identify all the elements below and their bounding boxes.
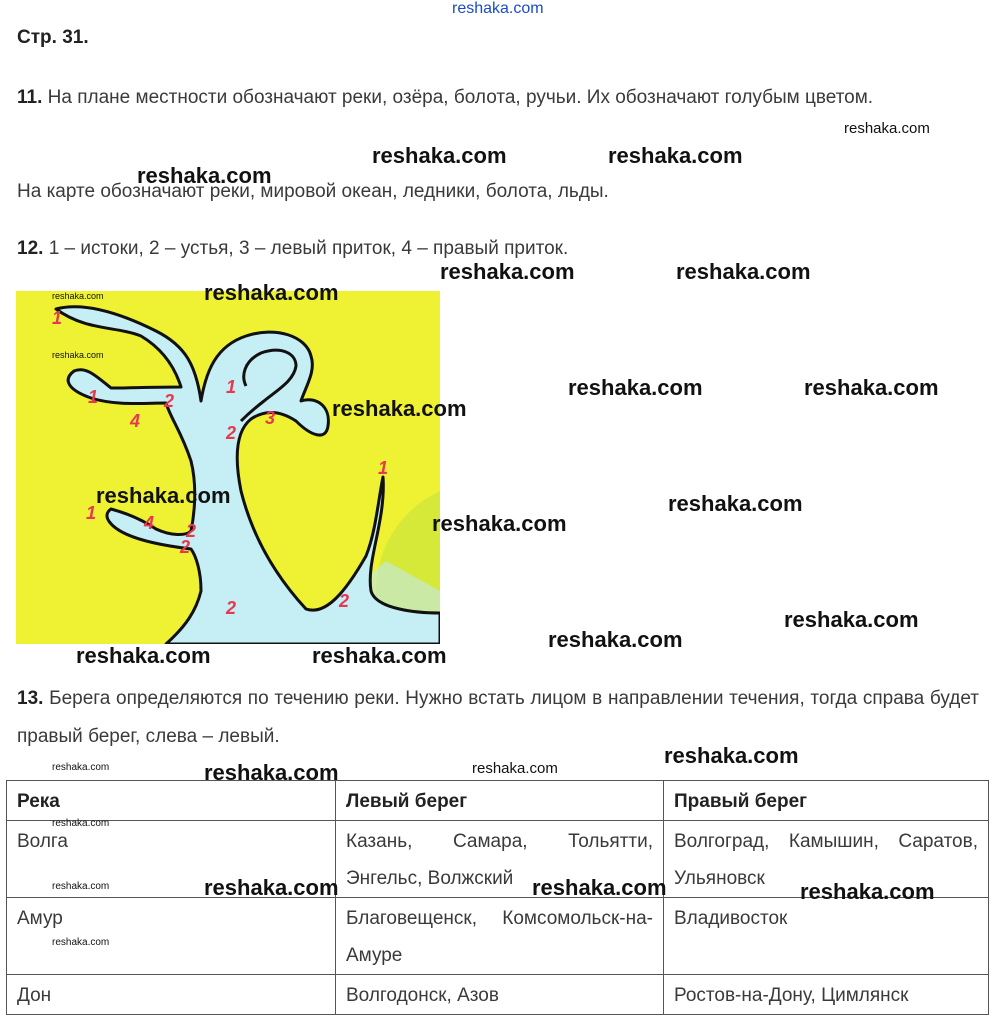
map-label-13: 2 xyxy=(226,598,237,618)
map-label-10: 1 xyxy=(86,503,97,523)
map-label-9: 1 xyxy=(378,458,389,478)
map-label-14: 2 xyxy=(339,591,350,611)
watermark-overlay: reshaka.com xyxy=(440,259,575,284)
table-cell-river: Волга xyxy=(7,821,336,898)
task-11-text: На плане местности обозначают реки, озёра, болота, ручьи. Их обозначают голубым цветом. xyxy=(47,87,874,108)
task-12-number: 12. xyxy=(17,238,44,259)
map-watermark-1: reshaka.com xyxy=(52,291,104,301)
watermark-overlay: reshaka.com xyxy=(432,511,567,536)
task-13-text: Берега определяются по течению реки. Нужно встать лицом в направлении течения, тогда справа будет правый берег, слева – левый. xyxy=(17,688,979,747)
watermark-overlay: reshaka.com xyxy=(800,879,935,904)
watermark-top[interactable]: reshaka.com xyxy=(452,0,544,17)
watermark-overlay: reshaka.com xyxy=(668,491,803,516)
watermark-overlay: reshaka.com xyxy=(137,163,272,188)
task-11-map-paragraph: На карте обозначают реки, мировой океан, ледники, болота, льды. xyxy=(17,181,609,202)
watermark-overlay: reshaka.com xyxy=(332,396,467,421)
watermark-overlay: reshaka.com xyxy=(532,875,667,900)
watermark-overlay: reshaka.com xyxy=(844,120,930,137)
table-cell-river: Амур xyxy=(7,898,336,975)
watermark-overlay: reshaka.com xyxy=(52,937,110,948)
table-cell-right-bank: Владивосток xyxy=(664,898,989,975)
watermark-overlay: reshaka.com xyxy=(204,280,339,305)
watermark-overlay: reshaka.com xyxy=(676,259,811,284)
watermark-overlay: reshaka.com xyxy=(204,760,339,785)
river-map-illustration xyxy=(16,291,440,644)
map-label-2: 1 xyxy=(88,387,99,407)
table-cell-left-bank: Волгодонск, Азов xyxy=(336,975,664,1015)
table-row xyxy=(7,898,989,975)
task-13-paragraph xyxy=(17,680,979,756)
table-cell-left-bank: Благовещенск, Комсомольск-на-Амуре xyxy=(336,898,664,975)
table-row xyxy=(7,975,989,1015)
watermark-overlay: reshaka.com xyxy=(548,627,683,652)
task-12-text: 1 – истоки, 2 – устья, 3 – левый приток, 4 – правый приток. xyxy=(48,238,569,259)
map-label-5: 1 xyxy=(226,377,237,397)
task-11-paragraph xyxy=(17,79,979,117)
task-11-number: 11. xyxy=(17,87,43,108)
map-label-3: 2 xyxy=(164,391,175,411)
watermark-overlay: reshaka.com xyxy=(96,483,231,508)
table-cell-right-bank: Ростов-на-Дону, Цимлянск xyxy=(664,975,989,1015)
map-label-7: 3 xyxy=(265,408,276,428)
map-label-12: 2 xyxy=(180,537,191,557)
page-heading: Стр. 31. xyxy=(17,27,89,48)
watermark-overlay: reshaka.com xyxy=(52,881,110,892)
map-watermark-2: reshaka.com xyxy=(52,350,104,360)
map-label-1: 1 xyxy=(52,308,63,328)
watermark-overlay: reshaka.com xyxy=(52,762,110,773)
watermark-overlay: reshaka.com xyxy=(664,743,799,768)
table-header-river: Река xyxy=(7,781,336,821)
watermark-overlay: reshaka.com xyxy=(804,375,939,400)
table-header-left-bank: Левый берег xyxy=(336,781,664,821)
watermark-overlay: reshaka.com xyxy=(52,818,110,829)
table-cell-left-bank: Казань, Самара, Тольятти, Энгельс, Волжский xyxy=(336,821,664,898)
map-label-8: 2 xyxy=(186,521,197,541)
watermark-overlay: reshaka.com xyxy=(76,643,211,668)
watermark-overlay: reshaka.com xyxy=(204,875,339,900)
map-label-4: 4 xyxy=(130,411,141,431)
watermark-overlay: reshaka.com xyxy=(784,607,919,632)
table-header-right-bank: Правый берег xyxy=(664,781,989,821)
watermark-overlay: reshaka.com xyxy=(312,643,447,668)
watermark-overlay: reshaka.com xyxy=(568,375,703,400)
table-cell-right-bank: Волгоград, Камышин, Саратов, Ульяновск xyxy=(664,821,989,898)
table-cell-river: Дон xyxy=(7,975,336,1015)
table-header-row xyxy=(7,781,989,821)
task-13-number: 13. xyxy=(17,688,44,709)
watermark-overlay: reshaka.com xyxy=(372,143,507,168)
map-label-6: 2 xyxy=(226,423,237,443)
map-label-11: 4 xyxy=(144,513,155,533)
watermark-overlay: reshaka.com xyxy=(472,760,558,777)
watermark-overlay: reshaka.com xyxy=(608,143,743,168)
